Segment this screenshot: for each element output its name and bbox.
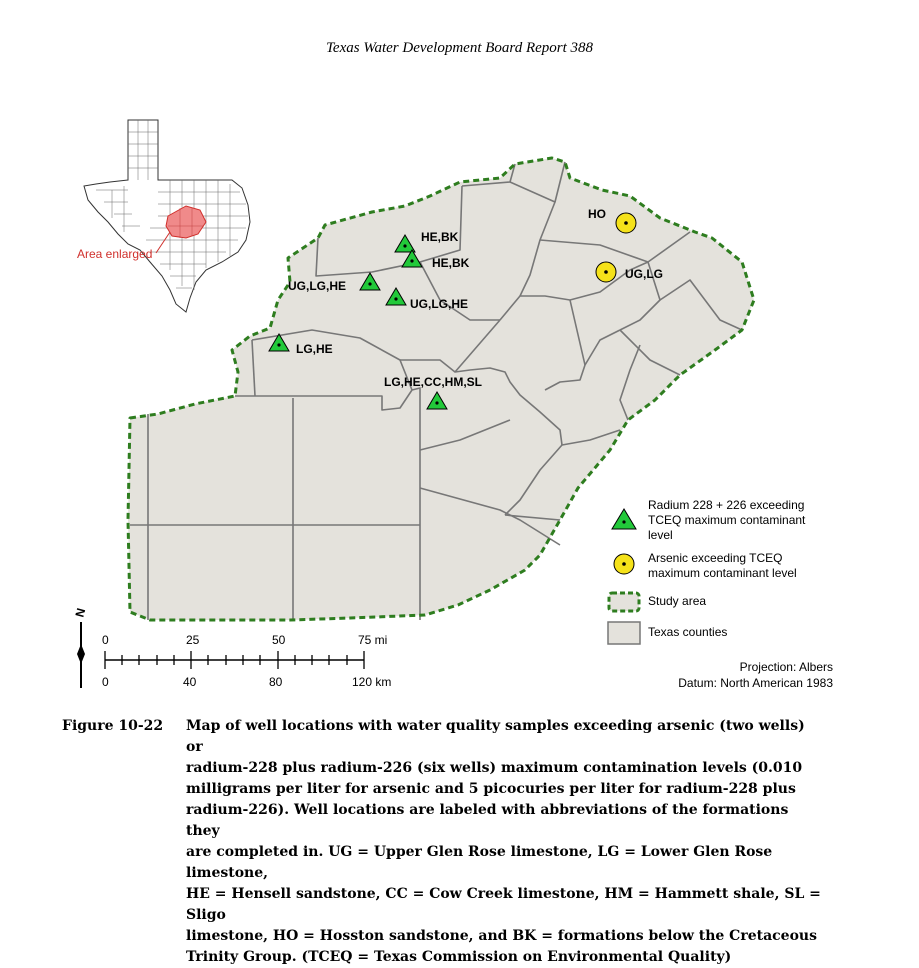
caption-line: limestone, HO = Hosston sandstone, and BK = formations below the Cretaceous: [186, 928, 817, 944]
report-header: Texas Water Development Board Report 388: [325, 40, 594, 56]
figure-caption-text: [186, 716, 826, 968]
legend-radium: [612, 498, 806, 542]
caption-line: radium-228 plus radium-226 (six wells) maximum contamination levels (0.010: [186, 760, 803, 776]
scale-mi-0: 0: [102, 633, 109, 647]
scale-mi-75: 75 mi: [358, 633, 388, 647]
well-label: LG,HE,CC,HM,SL: [384, 375, 482, 389]
inset-label: Area enlarged: [77, 247, 153, 261]
scale-km-0: 0: [102, 675, 109, 689]
well-label: HE,BK: [421, 230, 459, 244]
caption-line: are completed in. UG = Upper Glen Rose limestone, LG = Lower Glen Rose limestone,: [186, 844, 773, 881]
projection-line: Projection: Albers: [739, 660, 833, 674]
caption-line: HE = Hensell sandstone, CC = Cow Creek limestone, HM = Hammett shale, SL = Sligo: [186, 886, 821, 923]
scale-km-40: 40: [183, 675, 197, 689]
scale-km-80: 80: [269, 675, 283, 689]
scale-mi-50: 50: [272, 633, 286, 647]
caption-line: Map of well locations with water quality samples exceeding arsenic (two wells) or: [186, 718, 805, 755]
north-label: N: [72, 606, 89, 619]
well-label: HO: [588, 207, 606, 221]
legend-study-area: [609, 593, 706, 611]
legend-counties: [608, 622, 727, 644]
well-label: HE,BK: [432, 256, 470, 270]
legend-study-area-label: Study area: [648, 594, 707, 608]
scale-mi-25: 25: [186, 633, 200, 647]
legend-arsenic-line1: Arsenic exceeding TCEQ: [648, 551, 783, 565]
well-label: UG,LG,HE: [288, 279, 347, 293]
caption-line: Trinity Group. (TCEQ = Texas Commission on Environmental Quality): [186, 949, 732, 965]
well-label: UG,LG: [625, 267, 663, 281]
texas-inset-map: [77, 120, 250, 312]
legend-arsenic: [614, 551, 797, 580]
caption-line: milligrams per liter for arsenic and 5 picocuries per liter for radium-228 plus: [186, 781, 796, 797]
scale-km-120: 120 km: [352, 675, 392, 689]
well-label: LG,HE: [296, 342, 333, 356]
datum-line: Datum: North American 1983: [678, 676, 833, 690]
legend-counties-label: Texas counties: [648, 625, 728, 639]
well-label: UG,LG,HE: [410, 297, 469, 311]
caption-line: radium-226). Well locations are labeled with abbreviations of the formations they: [186, 802, 789, 839]
legend-radium-line1: Radium 228 + 226 exceeding: [648, 498, 805, 512]
legend-radium-line3: level: [648, 528, 673, 542]
legend: [608, 498, 806, 644]
legend-radium-line2: TCEQ maximum contaminant: [648, 513, 806, 527]
legend-arsenic-line2: maximum contaminant level: [648, 566, 797, 580]
projection-info: [678, 660, 833, 690]
figure-number: Figure 10-22: [62, 718, 164, 734]
scale-bar: [102, 633, 391, 689]
north-arrow: [72, 607, 88, 688]
